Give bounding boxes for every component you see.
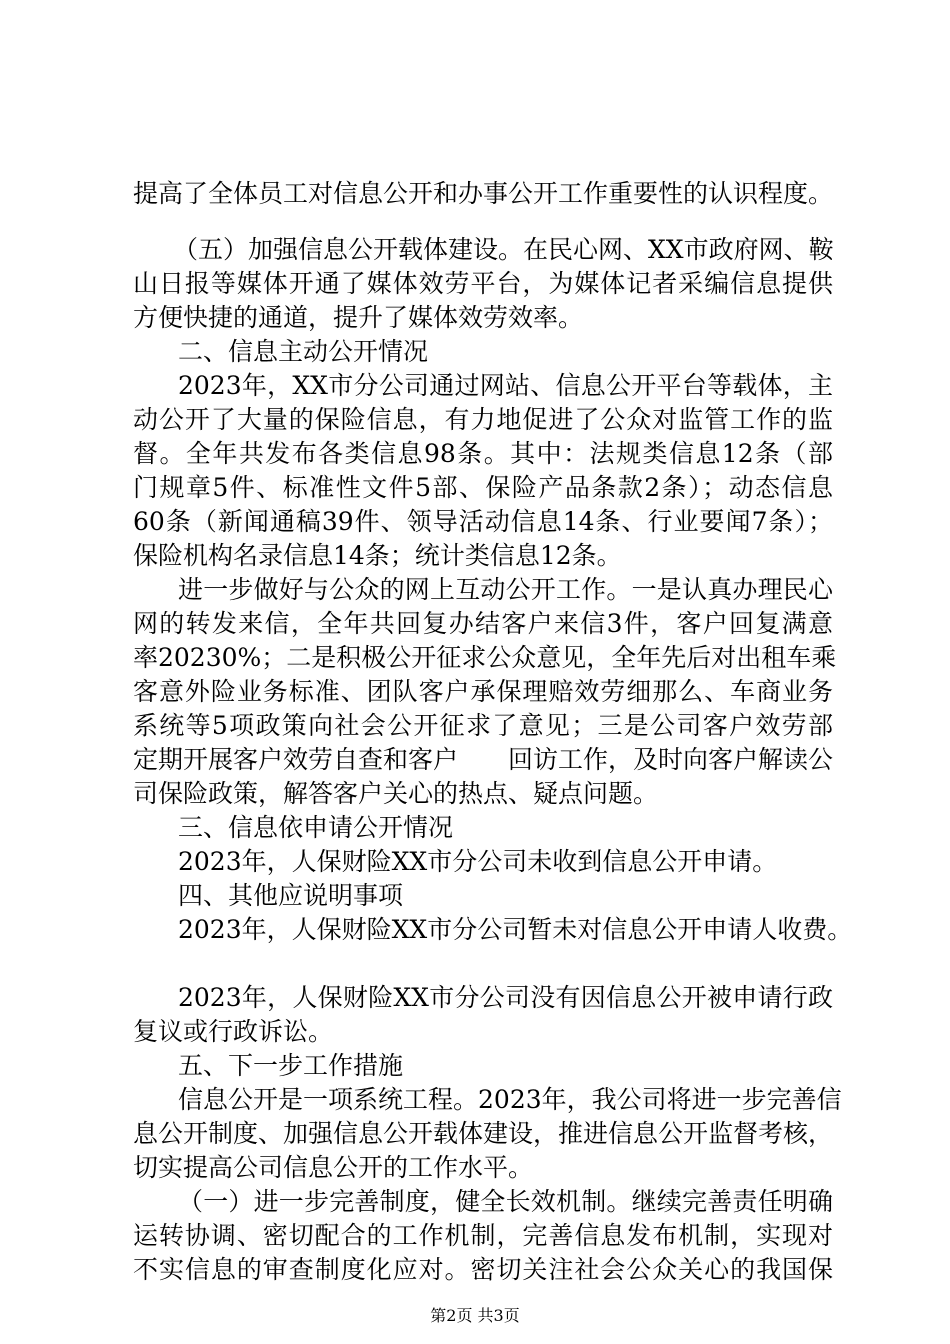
paragraph-line: 2023年，人保财险XX市分公司没有因信息公开被申请行政: [178, 983, 833, 1012]
paragraph-line: 60条（新闻通稿39件、领导活动信息14条、行业要闻7条）；: [133, 507, 833, 536]
paragraph-line: 息公开制度、加强信息公开载体建设，推进信息公开监督考核，: [133, 1119, 834, 1148]
paragraph-line: 2023年，人保财险XX市分公司暂未对信息公开申请人收费。: [178, 915, 853, 944]
paragraph-line: 系统等5项政策向社会公开征求了意见；三是公司客户效劳部: [133, 711, 833, 740]
paragraph-line: 方便快捷的通道，提升了媒体效劳效率。: [133, 303, 584, 332]
paragraph-line: （五）加强信息公开载体建设。在民心网、XX市政府网、鞍: [173, 235, 834, 264]
paragraph-line: 督。全年共发布各类信息98条。其中：法规类信息12条（部: [133, 439, 833, 468]
paragraph-line: 切实提高公司信息公开的工作水平。: [133, 1153, 534, 1182]
paragraph-line: 客意外险业务标准、团队客户承保理赔效劳细那么、车商业务: [133, 677, 833, 706]
paragraph-line: 提高了全体员工对信息公开和办事公开工作重要性的认识程度。: [133, 179, 834, 208]
paragraph-line: 山日报等媒体开通了媒体效劳平台，为媒体记者采编信息提供: [133, 269, 833, 298]
section-heading: 四、其他应说明事项: [178, 881, 404, 910]
paragraph-line: 动公开了大量的保险信息，有力地促进了公众对监管工作的监: [133, 405, 833, 434]
paragraph-line: 司保险政策，解答客户关心的热点、疑点问题。: [133, 779, 659, 808]
paragraph-line: 2023年，人保财险XX市分公司未收到信息公开申请。: [178, 847, 778, 876]
paragraph-line: 网的转发来信，全年共回复办结客户来信3件，客户回复满意: [133, 609, 833, 638]
paragraph-line: 门规章5件、标准性文件5部、保险产品条款2条）；动态信息: [133, 473, 833, 502]
section-heading: 三、信息依申请公开情况: [178, 813, 454, 842]
paragraph-line: 信息公开是一项系统工程。2023年，我公司将进一步完善信: [178, 1085, 842, 1114]
paragraph-line: 保险机构名录信息14条；统计类信息12条。: [133, 541, 622, 570]
section-heading: 五、下一步工作措施: [178, 1051, 404, 1080]
paragraph-line: 进一步做好与公众的网上互动公开工作。一是认真办理民心: [178, 575, 833, 604]
paragraph-line: 运转协调、密切配合的工作机制，完善信息发布机制，实现对: [133, 1221, 833, 1250]
paragraph-line: 复议或行政诉讼。: [133, 1017, 334, 1046]
paragraph-line: （一）进一步完善制度，健全长效机制。继续完善责任明确: [178, 1187, 833, 1216]
paragraph-line: 2023年，XX市分公司通过网站、信息公开平台等载体，主: [178, 371, 833, 400]
page-number: 第2页 共3页: [430, 1306, 520, 1325]
paragraph-line: 率20230%；二是积极公开征求公众意见，全年先后对出租车乘: [133, 643, 837, 672]
paragraph-line: 不实信息的审查制度化应对。密切关注社会公众关心的我国保: [133, 1255, 833, 1284]
section-heading: 二、信息主动公开情况: [178, 337, 429, 366]
paragraph-line: 定期开展客户效劳自查和客户 回访工作，及时向客户解读公: [133, 745, 834, 774]
